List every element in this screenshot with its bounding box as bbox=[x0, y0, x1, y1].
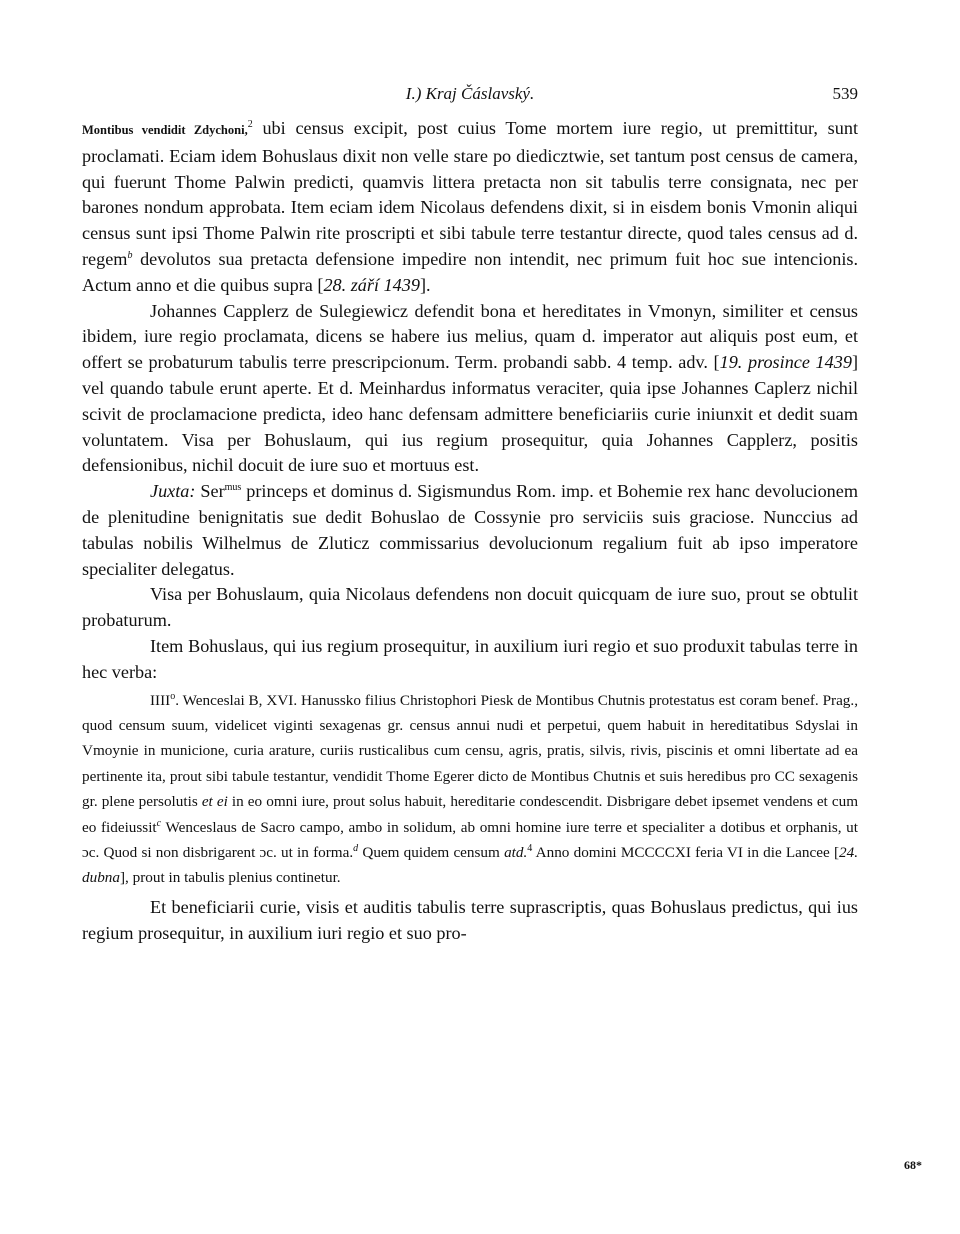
charter-text-1: . Wenceslai B, XVI. Hanussko filius Christophori Piesk de Montibus Chutnis protestatus est coram benef. Prag., quod censum suum, videlicet viginti sexagenas gr. census annui nudi et perpetui, quem habuit in hereditatibus Sdyslai in Vmoynie in municione, curia arature, curiis rusticalibus cum censu, agris, pratis, silvis, rivis, piscinis et omni libertate ad ea pertinente ita, prout sibi tabule testantur, vendidit Thome Egerer dicto de Montibus Chutnis et suis heredibus pro CC sexagenis gr. plene persolutis bbox=[82, 691, 858, 811]
paragraph-1-lead: Montibus vendidit Zdychoni, bbox=[82, 123, 248, 137]
page-header bbox=[82, 78, 858, 114]
paragraph-1-text: ubi census excipit, post cuius Tome mortem iure regio, ut premittitur, sunt proclamati. Eciam idem Bohuslaus dixit non velle stare po diedicztwie, set tantum post census de camera, qui fuerunt Thome Palwin predicti, quamvis littera pretacta non sit tabulis terre consignata, nec per barones nondum approbata. Item eciam idem Nicolaus defendens dixit, si in eisdem bonis Vmonin aliqui census sunt ipsi Thome Palwin rite proscripti et sibi tabule terre testantur directe, quod tales census ad d. regem bbox=[82, 118, 858, 269]
charter-text-6: ], prout in tabulis plenius continetur. bbox=[119, 869, 341, 887]
paragraph-1 bbox=[82, 116, 858, 299]
juxta-label: Juxta: bbox=[150, 481, 196, 502]
footnote-mark-b: b bbox=[127, 249, 133, 261]
charter-number-sup: o bbox=[170, 690, 176, 702]
paragraph-6 bbox=[82, 895, 858, 947]
footnote-mark-2: 2 bbox=[247, 118, 253, 130]
paragraph-5 bbox=[82, 634, 858, 686]
paragraph-4-text: Visa per Bohuslaum, quia Nicolaus defendens non docuit quicquam de iure suo, prout se obtulit probaturum. bbox=[82, 584, 858, 631]
paragraph-3-text: princeps et dominus d. Sigismundus Rom. imp. et Bohemie rex hanc devolucionem de plenitudine benignitatis sue dedit Bohuslao de Cossynie pro serviciis suis graciose. Nunccius ad tabulas nobilis Wilhelmus de Zluticz commissarius devolucionum regalium fuit ab ipso imperatore specialiter delegatus. bbox=[82, 481, 858, 579]
paragraph-6-text: Et beneficiarii curie, visis et auditis tabulis terre suprascriptis, quas Bohuslaus predictus, qui ius regium prosequitur, in auxilium iuri regio et suo pro- bbox=[82, 896, 858, 943]
charter-text-5: Anno domini MCCCCXI feria VI in die Lancee [ bbox=[532, 843, 840, 861]
charter-atd: atd. bbox=[504, 843, 528, 861]
charter-number: IIII bbox=[150, 691, 171, 709]
footnote-mark-4: 4 bbox=[527, 842, 533, 854]
footnote-mark-d: d bbox=[353, 842, 359, 854]
paragraph-5-text: Item Bohuslaus, qui ius regium prosequitur, in auxilium iuri regio et suo produxit tabulas terre in hec verba: bbox=[82, 635, 858, 682]
paragraph-1-text-2: devolutos sua pretacta defensione impedire non intendit, nec primum fuit hoc sue intencionis. Actum anno et die quibus supra [ bbox=[82, 248, 858, 295]
page-number: 539 bbox=[832, 84, 858, 103]
serenissimus: Ser bbox=[195, 481, 225, 502]
document-page bbox=[82, 78, 858, 946]
paragraph-2-text: Johannes Capplerz de Sulegiewicz defendit bona et hereditates in Vmonyn, similiter et census ibidem, iure regio proclamata, dicens se habere ius melius, quam d. imperator aut aliquis post eum, et offert se probaturum tabulis terre prescripcionum. Term. probandi sabb. 4 temp. adv. [ bbox=[82, 300, 858, 373]
signature-mark: 68* bbox=[904, 1158, 922, 1172]
paragraph-1-date: 28. září 1439 bbox=[323, 274, 420, 295]
charter-et-ei: et ei bbox=[201, 793, 228, 811]
charter-text-3: Wenceslaus de Sacro campo, ambo in solidum, ab omni homine iure terre et specialiter a dotibus et orphanis, ut ɔc. Quod si non disbrigarent ɔc. ut in forma. bbox=[82, 818, 858, 861]
paragraph-2-date: 19. prosince 1439 bbox=[719, 352, 852, 373]
charter-date: 24. dubna bbox=[82, 843, 858, 887]
paragraph-3 bbox=[82, 479, 858, 582]
running-title: I.) Kraj Čáslavský. bbox=[405, 84, 535, 103]
footnote-mark-c: c bbox=[156, 817, 162, 829]
serenissimus-sup: mus bbox=[224, 482, 242, 494]
paragraph-2 bbox=[82, 299, 858, 480]
paragraph-4 bbox=[82, 582, 858, 634]
charter-text-4: Quem quidem censum bbox=[358, 843, 505, 861]
charter-quote bbox=[82, 688, 858, 891]
paragraph-2-text-2: ] vel quando tabule erunt aperte. Et d. Meinhardus informatus veraciter, quia ipse Johannes Caplerz nichil scivit de proclamacione predicta, ideo hanc defensam admittere beneficiariis curie iniunxit et dedit suam voluntatem. Visa per Bohuslaum, qui ius regium prosequitur, quia Johannes Capplerz, positis defensionibus, nichil docuit de iure suo et mortuus est. bbox=[82, 352, 858, 476]
charter-text-2: in eo omni iure, prout solus habuit, hereditarie condescendit. Disbrigare debet ipsemet vendens et cum eo fideiussit bbox=[82, 793, 859, 836]
paragraph-1-end: ]. bbox=[419, 274, 431, 295]
